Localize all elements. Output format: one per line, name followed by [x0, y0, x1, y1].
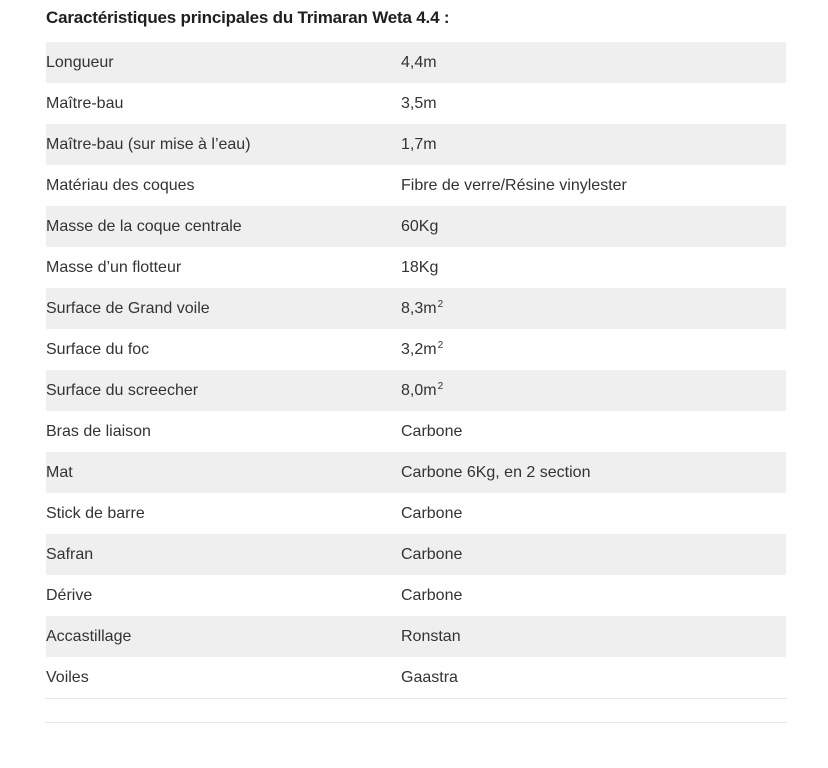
- page-title: Caractéristiques principales du Trimaran Weta 4.4 :: [46, 8, 450, 27]
- spec-value-text: Carbone: [401, 545, 463, 563]
- table-row: [46, 616, 786, 657]
- table-row: [46, 42, 786, 83]
- table-row: [46, 247, 786, 288]
- spec-value: [401, 575, 786, 616]
- spec-value: [401, 370, 786, 411]
- spec-value: [401, 206, 786, 247]
- superscript: 2: [437, 339, 444, 351]
- table-row: [46, 534, 786, 575]
- spec-value-text: Fibre de verre/Résine vinylester: [401, 176, 627, 194]
- spec-value-text: Ronstan: [401, 627, 461, 645]
- spec-label: Masse de la coque centrale: [46, 206, 401, 247]
- table-row: [46, 165, 786, 206]
- spec-label: Masse d’un flotteur: [46, 247, 401, 288]
- table-row: [46, 329, 786, 370]
- table-row: [46, 411, 786, 452]
- table-row: [46, 206, 786, 247]
- spec-label: Bras de liaison: [46, 411, 401, 452]
- spec-value-text: 3,2m: [401, 340, 437, 358]
- spec-value: [401, 452, 786, 493]
- table-row: [46, 288, 786, 329]
- spec-value: [401, 657, 786, 699]
- spec-value: [401, 124, 786, 165]
- spec-label: Voiles: [46, 657, 401, 699]
- spec-value-text: 1,7m: [401, 135, 437, 153]
- spec-label: Safran: [46, 534, 401, 575]
- table-row: [46, 657, 786, 699]
- spec-value-text: 3,5m: [401, 94, 437, 112]
- spec-value: [401, 616, 786, 657]
- spec-value: [401, 493, 786, 534]
- bottom-divider: [46, 722, 786, 723]
- table-row: [46, 452, 786, 493]
- spec-value-text: 60Kg: [401, 217, 439, 235]
- spec-label: Accastillage: [46, 616, 401, 657]
- table-row: [46, 575, 786, 616]
- spec-label: Surface du screecher: [46, 370, 401, 411]
- spec-value-text: 4,4m: [401, 53, 437, 71]
- spec-value-text: 18Kg: [401, 258, 439, 276]
- table-row: [46, 493, 786, 534]
- spec-value-text: Carbone: [401, 504, 463, 522]
- superscript: 2: [437, 298, 444, 310]
- spec-value: [401, 247, 786, 288]
- spec-label: Longueur: [46, 42, 401, 83]
- spec-table: [46, 42, 786, 699]
- table-row: [46, 124, 786, 165]
- table-row: [46, 370, 786, 411]
- spec-label: Matériau des coques: [46, 165, 401, 206]
- spec-value: [401, 534, 786, 575]
- spec-value-text: 8,0m: [401, 381, 437, 399]
- spec-value: [401, 329, 786, 370]
- spec-label: Surface du foc: [46, 329, 401, 370]
- spec-value: [401, 411, 786, 452]
- spec-value-text: Gaastra: [401, 668, 458, 686]
- spec-value: [401, 83, 786, 124]
- spec-value: [401, 288, 786, 329]
- spec-value: [401, 42, 786, 83]
- spec-value-text: 8,3m: [401, 299, 437, 317]
- table-row: [46, 83, 786, 124]
- superscript: 2: [437, 380, 444, 392]
- spec-value-text: Carbone: [401, 586, 463, 604]
- spec-label: Dérive: [46, 575, 401, 616]
- spec-label: Mat: [46, 452, 401, 493]
- spec-label: Surface de Grand voile: [46, 288, 401, 329]
- spec-label: Maître-bau: [46, 83, 401, 124]
- spec-label: Stick de barre: [46, 493, 401, 534]
- spec-value-text: Carbone 6Kg, en 2 section: [401, 463, 591, 481]
- spec-value: [401, 165, 786, 206]
- spec-label: Maître-bau (sur mise à l’eau): [46, 124, 401, 165]
- spec-value-text: Carbone: [401, 422, 463, 440]
